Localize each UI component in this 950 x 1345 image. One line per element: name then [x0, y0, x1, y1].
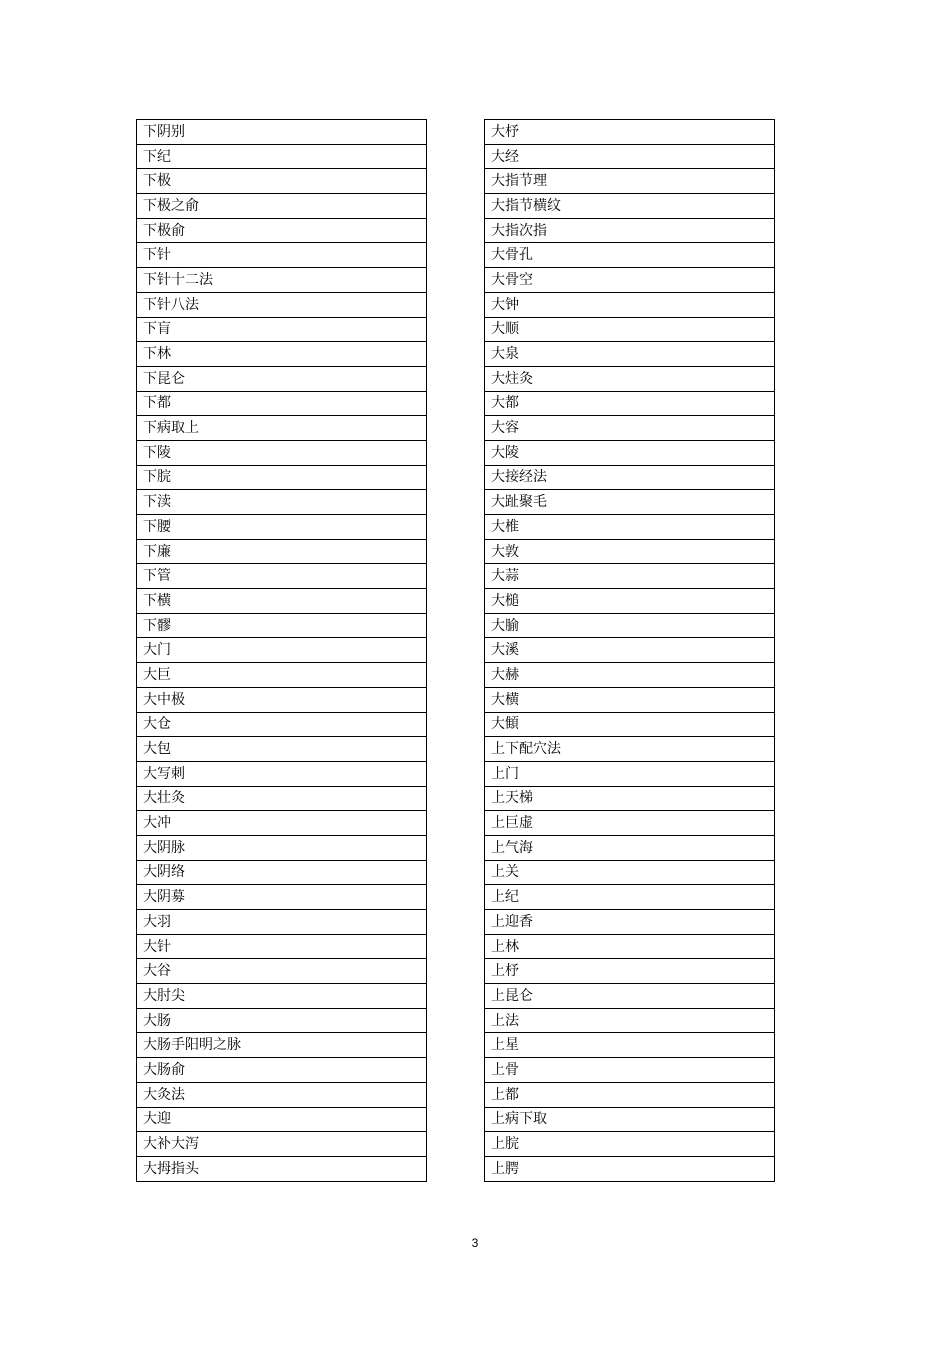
term-cell: 大横 — [485, 687, 775, 712]
table-row — [137, 687, 427, 712]
table-row — [485, 786, 775, 811]
table-row — [137, 218, 427, 243]
term-cell: 大都 — [485, 391, 775, 416]
term-cell: 下腰 — [137, 515, 427, 540]
term-cell: 下渎 — [137, 490, 427, 515]
term-cell: 大经 — [485, 144, 775, 169]
term-cell: 下极俞 — [137, 218, 427, 243]
term-cell: 上下配穴法 — [485, 737, 775, 762]
table-row — [485, 1107, 775, 1132]
table-row — [485, 194, 775, 219]
term-cell: 大针 — [137, 934, 427, 959]
term-cell: 上关 — [485, 860, 775, 885]
left-term-table — [136, 119, 427, 1182]
table-row — [137, 292, 427, 317]
table-row — [137, 1082, 427, 1107]
table-row — [485, 984, 775, 1009]
table-row — [485, 268, 775, 293]
term-cell: 上腭 — [485, 1156, 775, 1181]
term-cell: 大中极 — [137, 687, 427, 712]
table-row — [137, 1033, 427, 1058]
term-cell: 大槌 — [485, 589, 775, 614]
table-row — [485, 638, 775, 663]
table-row — [137, 712, 427, 737]
term-cell: 大钟 — [485, 292, 775, 317]
term-cell: 上脘 — [485, 1132, 775, 1157]
term-cell: 大骨空 — [485, 268, 775, 293]
term-cell: 大肘尖 — [137, 984, 427, 1009]
table-row — [137, 1107, 427, 1132]
table-row — [485, 860, 775, 885]
table-row — [137, 811, 427, 836]
term-cell: 大迎 — [137, 1107, 427, 1132]
term-cell: 大壮灸 — [137, 786, 427, 811]
table-row — [485, 910, 775, 935]
term-cell: 大腧 — [485, 613, 775, 638]
table-row — [485, 144, 775, 169]
table-row — [137, 564, 427, 589]
table-row — [137, 465, 427, 490]
table-row — [137, 737, 427, 762]
table-row — [485, 490, 775, 515]
table-row — [485, 218, 775, 243]
term-cell: 下陵 — [137, 440, 427, 465]
table-row — [137, 663, 427, 688]
table-row — [137, 1132, 427, 1157]
table-row — [485, 317, 775, 342]
table-row — [137, 638, 427, 663]
term-cell: 大门 — [137, 638, 427, 663]
table-row — [485, 811, 775, 836]
table-row — [137, 268, 427, 293]
term-cell: 上昆仑 — [485, 984, 775, 1009]
term-cell: 大阴络 — [137, 860, 427, 885]
table-row — [137, 1008, 427, 1033]
table-row — [485, 292, 775, 317]
table-row — [137, 984, 427, 1009]
table-row — [137, 490, 427, 515]
table-row — [137, 120, 427, 145]
term-cell: 大顺 — [485, 317, 775, 342]
term-cell: 上都 — [485, 1082, 775, 1107]
term-cell: 大陵 — [485, 440, 775, 465]
table-row — [137, 910, 427, 935]
term-cell: 大炷灸 — [485, 366, 775, 391]
table-row — [485, 835, 775, 860]
table-row — [485, 564, 775, 589]
table-row — [137, 144, 427, 169]
table-row — [485, 1058, 775, 1083]
term-cell: 大接经法 — [485, 465, 775, 490]
table-row — [137, 885, 427, 910]
term-cell: 大谷 — [137, 959, 427, 984]
table-row — [137, 440, 427, 465]
term-cell: 大椎 — [485, 515, 775, 540]
term-cell: 大冲 — [137, 811, 427, 836]
table-row — [485, 663, 775, 688]
term-cell: 上林 — [485, 934, 775, 959]
term-cell: 上天梯 — [485, 786, 775, 811]
term-cell: 大赫 — [485, 663, 775, 688]
table-row — [485, 934, 775, 959]
term-cell: 下阴别 — [137, 120, 427, 145]
table-row — [485, 737, 775, 762]
table-row — [485, 120, 775, 145]
table-row — [137, 366, 427, 391]
term-cell: 下病取上 — [137, 416, 427, 441]
table-row — [485, 959, 775, 984]
table-row — [485, 589, 775, 614]
table-row — [137, 169, 427, 194]
term-cell: 下髎 — [137, 613, 427, 638]
table-row — [485, 243, 775, 268]
table-row — [485, 342, 775, 367]
table-row — [485, 761, 775, 786]
table-row — [485, 1082, 775, 1107]
term-cell: 大敦 — [485, 539, 775, 564]
table-row — [137, 959, 427, 984]
table-row — [485, 169, 775, 194]
term-cell: 大拇指头 — [137, 1156, 427, 1181]
table-row — [137, 761, 427, 786]
table-row — [137, 416, 427, 441]
term-cell: 上骨 — [485, 1058, 775, 1083]
table-row — [137, 342, 427, 367]
term-cell: 大指节理 — [485, 169, 775, 194]
table-row — [137, 1058, 427, 1083]
term-cell: 下廉 — [137, 539, 427, 564]
table-row — [137, 317, 427, 342]
table-row — [485, 366, 775, 391]
table-row — [485, 1033, 775, 1058]
term-cell: 大补大泻 — [137, 1132, 427, 1157]
term-cell: 大写刺 — [137, 761, 427, 786]
term-cell: 大骨孔 — [485, 243, 775, 268]
term-cell: 下都 — [137, 391, 427, 416]
term-cell: 大顀 — [485, 712, 775, 737]
table-row — [485, 687, 775, 712]
term-cell: 大溪 — [485, 638, 775, 663]
term-cell: 大包 — [137, 737, 427, 762]
term-cell: 大肠俞 — [137, 1058, 427, 1083]
term-cell: 大指节横纹 — [485, 194, 775, 219]
table-row — [485, 416, 775, 441]
term-cell: 下针 — [137, 243, 427, 268]
table-row — [485, 613, 775, 638]
term-cell: 上门 — [485, 761, 775, 786]
term-cell: 上巨虚 — [485, 811, 775, 836]
term-cell: 上病下取 — [485, 1107, 775, 1132]
term-cell: 大趾聚毛 — [485, 490, 775, 515]
table-row — [485, 440, 775, 465]
term-cell: 大肠 — [137, 1008, 427, 1033]
term-cell: 大阴脉 — [137, 835, 427, 860]
term-cell: 大容 — [485, 416, 775, 441]
term-cell: 下极之俞 — [137, 194, 427, 219]
term-cell: 下极 — [137, 169, 427, 194]
term-cell: 大蒜 — [485, 564, 775, 589]
table-row — [137, 934, 427, 959]
right-term-table — [484, 119, 775, 1182]
table-row — [485, 1008, 775, 1033]
term-cell: 下昆仑 — [137, 366, 427, 391]
term-cell: 上法 — [485, 1008, 775, 1033]
table-row — [485, 1156, 775, 1181]
term-cell: 下针八法 — [137, 292, 427, 317]
term-cell: 下肓 — [137, 317, 427, 342]
term-cell: 上纪 — [485, 885, 775, 910]
term-cell: 大泉 — [485, 342, 775, 367]
table-row — [485, 515, 775, 540]
table-row — [137, 786, 427, 811]
table-row — [137, 539, 427, 564]
term-cell: 下脘 — [137, 465, 427, 490]
term-cell: 大仓 — [137, 712, 427, 737]
term-cell: 大杼 — [485, 120, 775, 145]
table-row — [137, 1156, 427, 1181]
term-cell: 下针十二法 — [137, 268, 427, 293]
table-row — [485, 391, 775, 416]
page-number: 3 — [471, 1236, 479, 1250]
table-row — [137, 194, 427, 219]
table-row — [137, 589, 427, 614]
table-row — [137, 243, 427, 268]
term-cell: 大阴募 — [137, 885, 427, 910]
term-cell: 下管 — [137, 564, 427, 589]
term-cell: 下横 — [137, 589, 427, 614]
table-row — [137, 391, 427, 416]
table-row — [137, 835, 427, 860]
table-row — [485, 539, 775, 564]
term-cell: 大指次指 — [485, 218, 775, 243]
term-cell: 上迎香 — [485, 910, 775, 935]
table-row — [485, 1132, 775, 1157]
term-cell: 下纪 — [137, 144, 427, 169]
term-cell: 上气海 — [485, 835, 775, 860]
term-cell: 大羽 — [137, 910, 427, 935]
term-cell: 上杼 — [485, 959, 775, 984]
term-cell: 下林 — [137, 342, 427, 367]
table-row — [485, 885, 775, 910]
term-cell: 上星 — [485, 1033, 775, 1058]
table-row — [485, 465, 775, 490]
term-cell: 大灸法 — [137, 1082, 427, 1107]
table-row — [137, 860, 427, 885]
term-cell: 大巨 — [137, 663, 427, 688]
table-row — [137, 515, 427, 540]
table-row — [137, 613, 427, 638]
term-cell: 大肠手阳明之脉 — [137, 1033, 427, 1058]
table-row — [485, 712, 775, 737]
